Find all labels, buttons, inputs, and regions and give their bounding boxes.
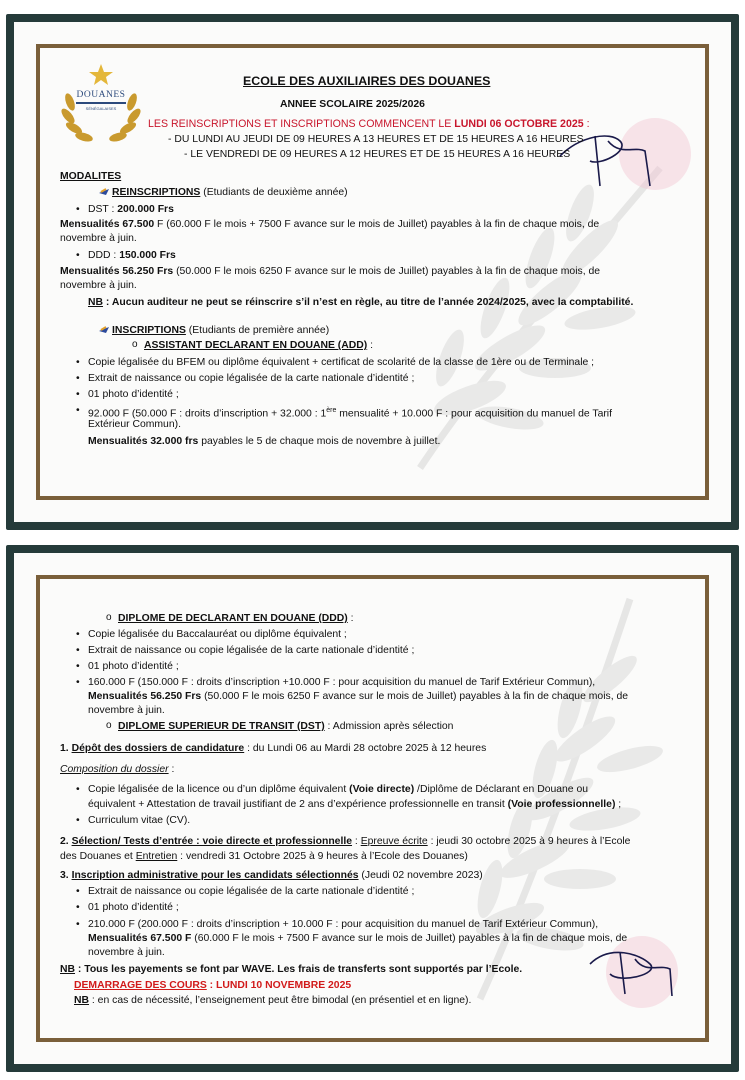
dst-fee: • DST : 200.000 Frs	[88, 203, 174, 216]
step-2-cont: des Douanes et Entretien : vendredi 31 Octobre 2025 à 9 heures à l’Ecole des Douanes)	[60, 851, 468, 862]
course-start: DEMARRAGE DES COURS : LUNDI 10 NOVEMBRE 2025	[74, 980, 352, 991]
pointer-arrow-icon	[98, 186, 110, 196]
reinscriptions-heading: REINSCRIPTIONS (Etudiants de deuxième année)	[98, 186, 348, 199]
ddd-heading: o DIPLOME DE DECLARANT EN DOUANE (DDD) :	[118, 612, 354, 625]
add-fee-cont: Extérieur Commun).	[88, 419, 181, 430]
announcement	[148, 118, 590, 131]
inscriptions-heading: INSCRIPTIONS (Etudiants de première année)	[98, 324, 329, 337]
step-3-mensualites-cont: novembre à juin.	[88, 947, 165, 958]
page-1-title: ECOLE DES AUXILIAIRES DES DOUANES	[243, 74, 491, 88]
ddd-fee: • 160.000 F (150.000 F : droits d’inscription +10.000 F : pour acquisition du manuel de Tarif Extérieur Commun),	[88, 676, 595, 689]
ddd-mensualites: Mensualités 56.250 Frs (50.000 F le mois 6250 F avance sur le mois de Juillet) payables à la fin de chaque mois, de	[60, 266, 601, 277]
laurel-logo-icon	[56, 62, 146, 148]
nb-bimodal: NB : en cas de nécessité, l’enseignement peut être bimodal (en présentiel et en ligne).	[74, 995, 472, 1006]
composition-heading: Composition du dossier :	[60, 764, 175, 775]
page-2-paper	[14, 553, 731, 1064]
page-1-frame	[36, 44, 709, 500]
douanes-logo	[56, 62, 146, 148]
announcement-suffix: :	[583, 118, 590, 130]
logo-text-top: DOUANES	[76, 90, 126, 100]
dst-mensualites: Mensualités 67.500 F (60.000 F le mois + 7500 F avance sur le mois de Juillet) payables à la fin de chaque mois, de	[60, 219, 600, 230]
dst-heading: o DIPLOME SUPERIEUR DE TRANSIT (DST) : Admission après sélection	[118, 720, 453, 733]
announcement-date: LUNDI 06 OCTOBRE 2025	[454, 118, 584, 130]
signature-stamp	[580, 934, 700, 1014]
step-1: 1. Dépôt des dossiers de candidature : du Lundi 06 au Mardi 28 octobre 2025 à 12 heures	[60, 743, 487, 754]
step-2: 2. Sélection/ Tests d’entrée : voie directe et professionnelle : Epreuve écrite : jeudi 30 octobre 2025 à 9 heures à l’Ecole	[60, 836, 631, 847]
dst-mensualites-cont: novembre à juin.	[60, 233, 137, 244]
schedule-weekdays: - DU LUNDI AU JEUDI DE 09 HEURES A 13 HEURES ET DE 15 HEURES A 16 HEURES	[168, 134, 584, 145]
ddd-item-1: • Copie légalisée du Baccalauréat ou diplôme équivalent ;	[88, 628, 347, 641]
step-3-item-1: • Extrait de naissance ou copie légalisée de la carte nationale d’identité ;	[88, 885, 414, 898]
add-item-3: • 01 photo d’identité ;	[88, 388, 179, 401]
page-1-paper	[14, 22, 731, 522]
step-3: 3. Inscription administrative pour les candidats sélectionnés (Jeudi 02 novembre 2023)	[60, 870, 483, 881]
ddd-item-3: • 01 photo d’identité ;	[88, 660, 179, 673]
add-heading: o ASSISTANT DECLARANT EN DOUANE (ADD) :	[144, 339, 373, 352]
add-item-1: • Copie légalisée du BFEM ou diplôme équivalent + certificat de scolarité de la classe de 1ère ou de Terminale ;	[88, 356, 594, 369]
nb-payment: NB : Tous les payements se font par WAVE. Les frais de transferts sont supportés par l’Ecole.	[60, 964, 523, 975]
ddd-mensualites-cont: novembre à juin.	[60, 280, 137, 291]
step-3-mensualites: Mensualités 67.500 F (60.000 F le mois + 7500 F avance sur le mois de Juillet) payables à la fin de chaque mois, de	[88, 933, 628, 944]
page-2-frame	[36, 575, 709, 1042]
composition-item-2: • Curriculum vitae (CV).	[88, 814, 190, 827]
ddd-item-2: • Extrait de naissance ou copie légalisée de la carte nationale d’identité ;	[88, 644, 414, 657]
school-year: ANNEE SCOLAIRE 2025/2026	[280, 99, 425, 110]
page-2-sheet	[6, 545, 739, 1072]
composition-item-1: • Copie légalisée de la licence ou d’un diplôme équivalent (Voie directe) /Diplôme de Déclarant en Douane ou	[88, 783, 588, 796]
schedule-friday: - LE VENDREDI DE 09 HEURES A 12 HEURES ET DE 15 HEURES A 16 HEURES	[184, 149, 571, 160]
announcement-prefix: LES REINSCRIPTIONS ET INSCRIPTIONS COMMENCENT LE	[148, 118, 455, 130]
logo-text-bottom: SÉNÉGALAISES	[85, 106, 117, 111]
ddd-fee: • DDD : 150.000 Frs	[88, 249, 176, 262]
ddd-mensualites-cont: novembre à juin.	[88, 705, 165, 716]
ddd-mensualites: Mensualités 56.250 Frs (50.000 F le mois 6250 F avance sur le mois de Juillet) payables à la fin de chaque mois, de	[88, 691, 629, 702]
composition-item-1-cont: équivalent + Attestation de travail justifiant de 2 ans d’expérience professionnelle en transit (Voie professionnelle) ;	[88, 799, 622, 810]
pointer-arrow-icon	[98, 324, 110, 334]
step-3-fee: • 210.000 F (200.000 F : droits d’inscription + 10.000 F : pour acquisition du manuel de Tarif Extérieur Commun),	[88, 918, 598, 931]
laurel-watermark-icon	[360, 148, 690, 478]
step-3-item-2: • 01 photo d’identité ;	[88, 901, 179, 914]
add-mensualites: Mensualités 32.000 frs payables le 5 de chaque mois de novembre à juillet.	[88, 436, 441, 447]
modalites-heading: MODALITES	[60, 171, 122, 182]
page-1-sheet	[6, 14, 739, 530]
nb-reinscription: NB : Aucun auditeur ne peut se réinscrire s’il n’est en règle, au titre de l’année 2024/2025, avec la comptabilité.	[88, 297, 634, 308]
add-item-2: • Extrait de naissance ou copie légalisée de la carte nationale d’identité ;	[88, 372, 414, 385]
add-fee: • 92.000 F (50.000 F : droits d’inscription + 32.000 : 1ère mensualité + 10.000 F : pour acquisition du manuel de Tarif	[88, 404, 612, 420]
